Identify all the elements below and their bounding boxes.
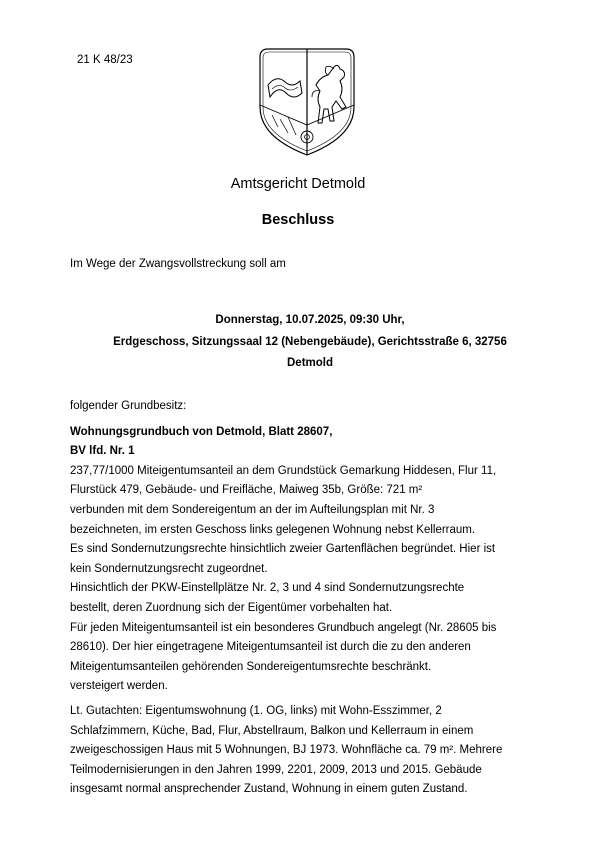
auction-intro: Im Wege der Zwangsvollstreckung soll am — [70, 258, 286, 270]
appraisal-line: insgesamt normal ansprechender Zustand, Wohnung in einem guten Zustand. — [70, 783, 468, 796]
property-line: bestellt, deren Zuordnung sich der Eigentümer vorbehalten hat. — [70, 601, 393, 614]
document-title: Beschluss — [261, 212, 335, 228]
property-line: Miteigentumsanteilen gehörenden Sondereigentumsrechte beschränkt. — [70, 660, 432, 673]
court-name: Amtsgericht Detmold — [230, 176, 366, 192]
auction-place-line-1: Erdgeschoss, Sitzungssaal 12 (Nebengebäude), Gerichtsstraße 6, 32756 — [113, 335, 507, 348]
property-line: verbunden mit dem Sondereigentum an der im Aufteilungsplan mit Nr. 3 — [70, 503, 435, 516]
property-label: folgender Grundbesitz: — [70, 400, 187, 412]
land-register: Wohnungsgrundbuch von Detmold, Blatt 28607, — [70, 425, 333, 438]
auction-place-line-2: Detmold — [287, 357, 333, 369]
property-line: Hinsichtlich der PKW-Einstellplätze Nr. 2, 3 und 4 sind Sondernutzungsrechte — [70, 582, 465, 595]
property-description — [70, 397, 540, 697]
property-line: Für jeden Miteigentumsanteil ist ein besonderes Grundbuch angelegt (Nr. 28605 bis — [70, 621, 497, 634]
auction-date: Donnerstag, 10.07.2025, 09:30 Uhr, — [215, 314, 405, 326]
coat-of-arms-icon — [254, 45, 360, 159]
appraisal-line: Schlafzimmern, Küche, Bad, Flur, Abstellraum, Balkon und Kellerraum in einem — [70, 724, 474, 737]
property-line: bezeichneten, im ersten Geschoss links gelegenen Wohnung nebst Kellerraum. — [70, 523, 476, 536]
appraisal-line: zweigeschossigen Haus mit 5 Wohnungen, BJ 1973. Wohnfläche ca. 79 m². Mehrere — [70, 744, 503, 757]
property-closing: versteigert werden. — [70, 680, 168, 693]
bv-number: BV lfd. Nr. 1 — [70, 445, 135, 458]
auction-date-place — [60, 310, 560, 375]
property-line: 237,77/1000 Miteigentumsanteil an dem Grundstück Gemarkung Hiddesen, Flur 11, — [70, 464, 497, 477]
appraisal-line: Teilmodernisierungen in den Jahren 1999, 2201, 2009, 2013 und 2015. Gebäude — [70, 763, 482, 776]
property-line: kein Sondernutzungsrecht zugeordnet. — [70, 562, 268, 575]
property-line: Flurstück 479, Gebäude- und Freifläche, Maiweg 35b, Größe: 721 m² — [70, 484, 423, 497]
property-line: 28610). Der hier eingetragene Miteigentumsanteil ist durch die zu den anderen — [70, 641, 471, 654]
case-reference: 21 K 48/23 — [77, 54, 133, 66]
appraisal-line: Lt. Gutachten: Eigentumswohnung (1. OG, links) mit Wohn-Esszimmer, 2 — [70, 705, 442, 717]
appraisal-summary — [70, 702, 540, 800]
property-line: Es sind Sondernutzungsrechte hinsichtlich zweier Gartenflächen begründet. Hier ist — [70, 543, 496, 556]
